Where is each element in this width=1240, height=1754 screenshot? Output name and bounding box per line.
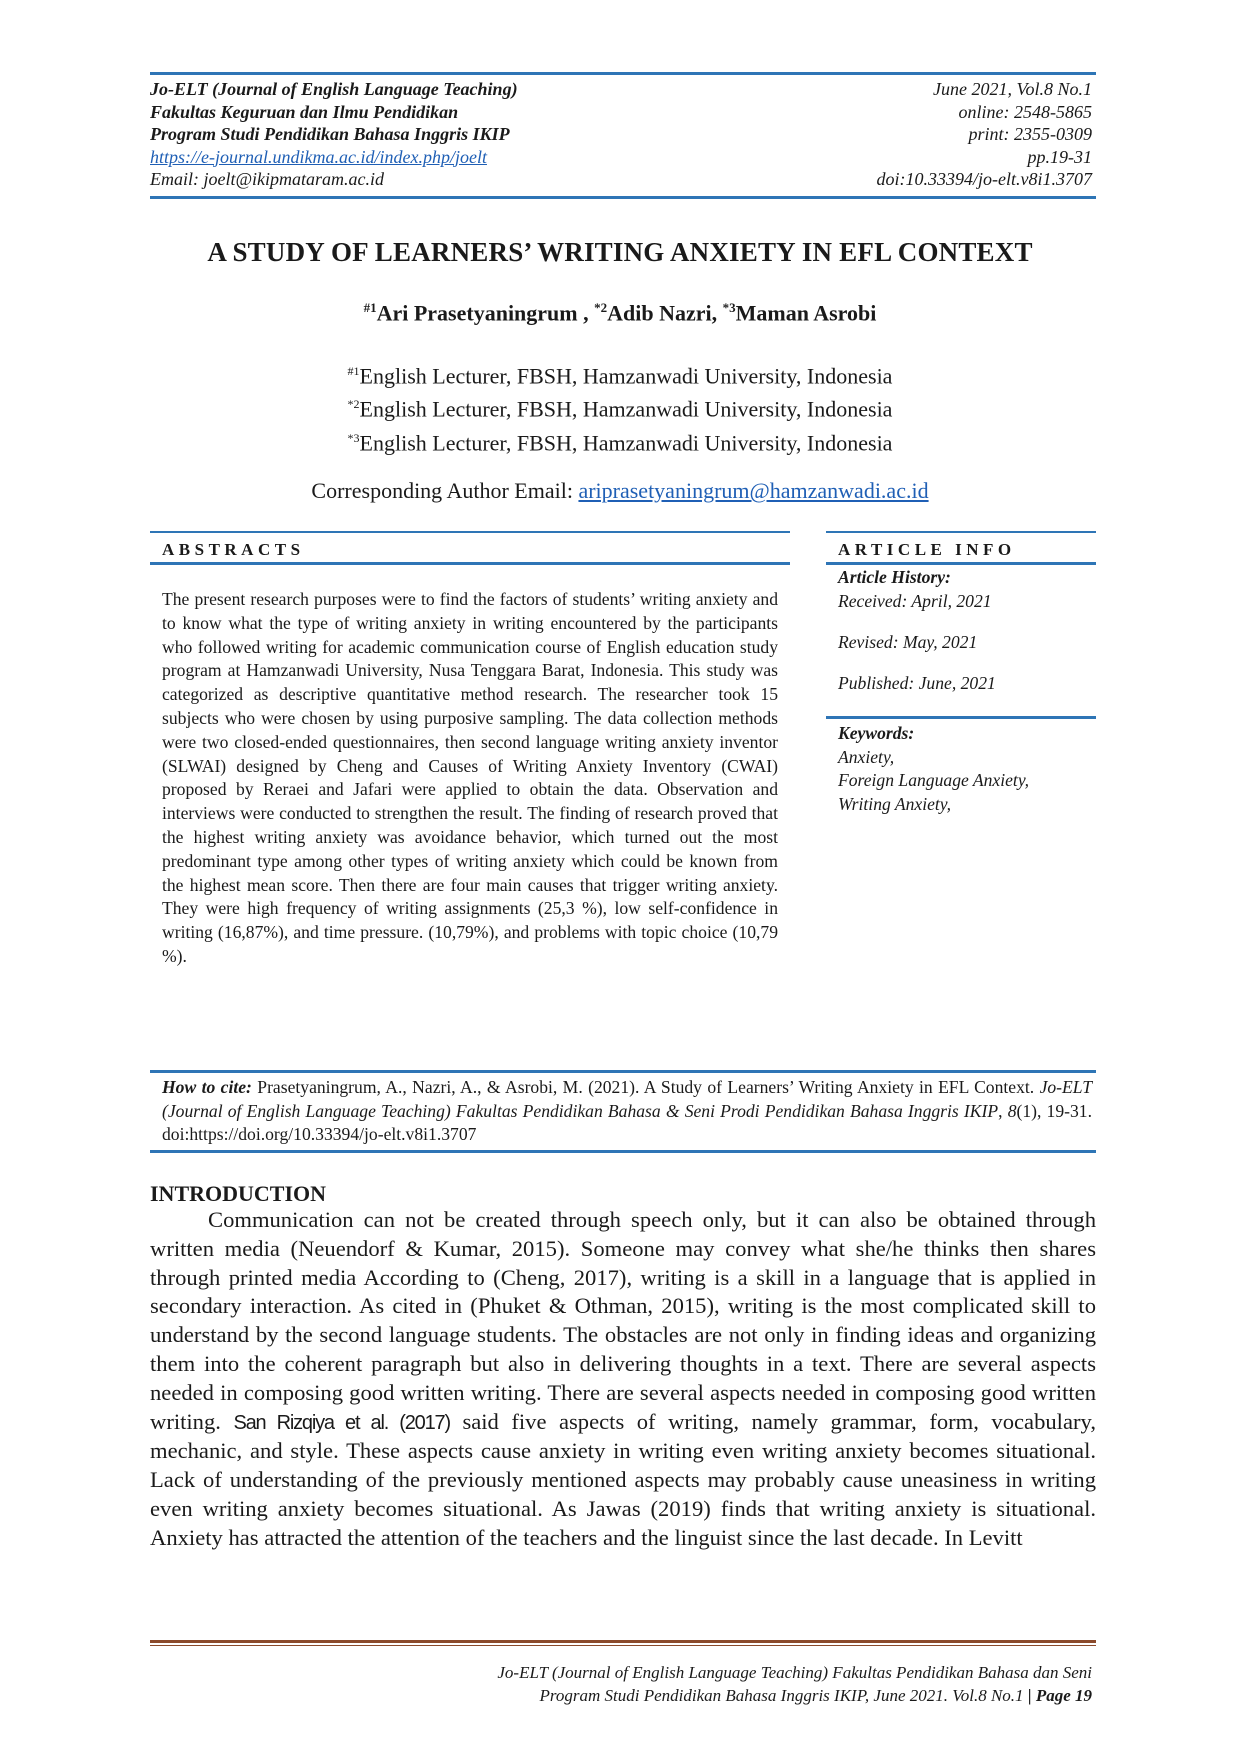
intro-part-2: said five aspects of writing, namely grammar, form, vocabulary, mechanic, and style. These aspects cause anxiety in writing even writing anxiety becomes situational. Lack of understanding of the previously mentioned aspects may probably cause uneasiness in writing even writing anxiety becomes situational. As Jawas (2019) finds that writing anxiety is situational. Anxiety has attracted the attention of the teachers and the linguist since the last decade. In Levitt [150,1408,1096,1550]
header-top-rule [150,72,1096,75]
corresponding-author [130,478,1110,504]
affiliation-2-mark: *2 [347,397,360,412]
page-number: Page 19 [1035,1686,1092,1705]
corresponding-label: Corresponding Author Email: [311,478,573,503]
footer-line-1: Jo-ELT (Journal of English Language Teaching) Fakultas Pendidikan Bahasa dan Seni [497,1663,1092,1682]
keywords-block [838,722,1098,816]
cite-bottom-rule [150,1150,1096,1153]
intro-part-1: Communication can not be created through speech only, but it can also be obtained through written media (Neuendorf & Kumar, 2015). Someone may convey what she/he thinks then shares through printed media According to (Cheng, 2017), writing is a skill in a language that is applied in secondary interaction. As cited in (Phuket & Othman, 2015), writing is the most complicated skill to understand by the second language students. The obstacles are not only in finding ideas and organizing them into the coherent paragraph but also in delivering thoughts in a text. There are several aspects needed in composing good written writing. There are several aspects needed in composing good written writing. [150,1207,1096,1434]
introduction-heading: INTRODUCTION [150,1181,327,1206]
program-name: Program Studi Pendidikan Bahasa Inggris IKIP [150,124,510,144]
issn-print: print: 2355-0309 [968,124,1092,144]
page-range: pp.19-31 [1027,146,1092,167]
abstract-heading: ABSTRACTS [162,540,305,559]
author-2: Adib Nazri [607,300,712,326]
header-bottom-rule [150,196,1096,199]
affiliation-2: English Lecturer, FBSH, Hamzanwadi University, Indonesia [359,396,893,422]
cite-volume: 8 [1007,1100,1017,1121]
cite-top-rule [150,1070,1096,1073]
author-list: $^{\#1}$Ari Prasetyaningrum , $^{*2}$Adib Nazri, $^{*3}$Maman Asrobi [363,300,877,326]
received-date: Received: April, 2021 [838,590,992,611]
journal-header-left [150,78,770,191]
footer-rule [150,1640,1096,1643]
cite-rest: (1), 19-31. doi:https://doi.org/10.33394/jo-elt.v8i1.3707 [162,1100,1092,1144]
author-3-mark: *3 [722,300,736,315]
footer-rule-thin [150,1645,1096,1646]
affiliation-1: English Lecturer, FBSH, Hamzanwadi University, Indonesia [359,363,893,389]
paper-title: A STUDY OF LEARNERS’ WRITING ANXIETY IN EFL CONTEXT [207,237,1033,267]
footer-line-2: Program Studi Pendidikan Bahasa Inggris IKIP, June 2021. Vol.8 No.1 [539,1686,1024,1705]
abstract-heading-rule [150,562,790,565]
article-history [838,566,1098,695]
article-info-rule [826,562,1096,565]
keyword-2: Foreign Language Anxiety, [838,770,1030,790]
abstract-top-rule [150,531,790,533]
cite-authors: Prasetyaningrum, A., Nazri, A., & Asrobi, M. (2021). A Study of Learners’ Writing Anxiety in EFL Context. [257,1077,1035,1097]
keyword-1: Anxiety, [838,746,895,767]
page-footer: Jo-ELT (Journal of English Language Teaching) Fakultas Pendidikan Bahasa dan Seni Program Studi Pendidikan Bahasa Inggris IKIP, June 2021. Vol.8 No.1 | Page 19 [292,1661,1092,1707]
affiliations [130,357,1110,457]
author-2-mark: *2 [594,300,608,315]
introduction-body [150,1206,1096,1553]
revised-date: Revised: May, 2021 [838,632,978,652]
info-top-rule [826,531,1096,533]
author-1-mark: #1 [363,300,377,315]
corresponding-email-link[interactable]: ariprasetyaningrum@hamzanwadi.ac.id [578,478,929,503]
affiliation-1-mark: #1 [347,364,360,378]
intro-citation: San Rizqiya et al. (2017) [233,1411,450,1434]
journal-header-right [692,78,1092,191]
doi: doi:10.33394/jo-elt.v8i1.3707 [876,169,1092,189]
cite-label: How to cite: [162,1077,252,1097]
faculty-name: Fakultas Keguruan dan Ilmu Pendidikan [150,101,459,122]
article-info-heading: ARTICLE INFO [838,540,1016,559]
journal-url-link[interactable]: https://e-journal.undikma.ac.id/index.php/joelt [150,146,487,167]
history-label: Article History: [838,567,951,587]
published-date: Published: June, 2021 [838,672,996,693]
abstract-text: The present research purposes were to find the factors of students’ writing anxiety and to know what the type of writing anxiety in writing encountered by the participants who followed writing for academic communication course of English education study program at Hamzanwadi University, Nusa Tenggara Barat, Indonesia. This study was categorized as descriptive quantitative method research. The researcher took 15 subjects who were chosen by using purposive sampling. The data collection methods were two closed-ended questionnaires, then second language writing anxiety inventor (SLWAI) designed by Cheng and Causes of Writing Anxiety Inventory (CWAI) proposed by Reraei and Jafari were applied to obtain the data. Observation and interviews were conducted to strengthen the result. The finding of research proved that the highest writing anxiety was avoidance behavior, which turned out the most predominant type among other types of writing anxiety which could be known from the highest mean score. Then there are four main causes that trigger writing anxiety. They were high frequency of writing assignments (25,3 %), low self-confidence in writing (16,87%), and time pressure. (10,79%), and problems with topic choice (10,79 %). [162,589,778,966]
affiliation-3-mark: *3 [347,430,360,445]
issn-online: online: 2548-5865 [958,101,1092,122]
keywords-label: Keywords: [838,723,915,743]
keyword-3: Writing Anxiety, [838,793,952,814]
issue-date: June 2021, Vol.8 No.1 [933,79,1092,99]
cite-journal: Jo-ELT (Journal of English Language Teaching) Fakultas Pendidikan Bahasa & Seni Prodi Pendidikan Bahasa Inggris IKIP [162,1077,1092,1121]
author-3: Maman Asrobi [735,300,877,326]
journal-email: Email: joelt@ikipmataram.ac.id [150,169,385,189]
journal-name: Jo-ELT (Journal of English Language Teaching) [150,79,518,99]
affiliation-3: English Lecturer, FBSH, Hamzanwadi University, Indonesia [359,429,893,455]
keywords-rule [826,716,1096,719]
author-1: Ari Prasetyaningrum [376,300,578,326]
how-to-cite: How to cite: Prasetyaningrum, A., Nazri, A., & Asrobi, M. (2021). A Study of Learners’ Writing Anxiety in EFL Context. Jo-ELT (Journal of English Language Teaching) Fakultas Pendidikan Bahasa & Seni Prodi Pendidikan Bahasa Inggris IKIP, 8(1), 19-31. doi:https://doi.org/10.33394/jo-elt.v8i1.3707 [162,1077,1092,1144]
